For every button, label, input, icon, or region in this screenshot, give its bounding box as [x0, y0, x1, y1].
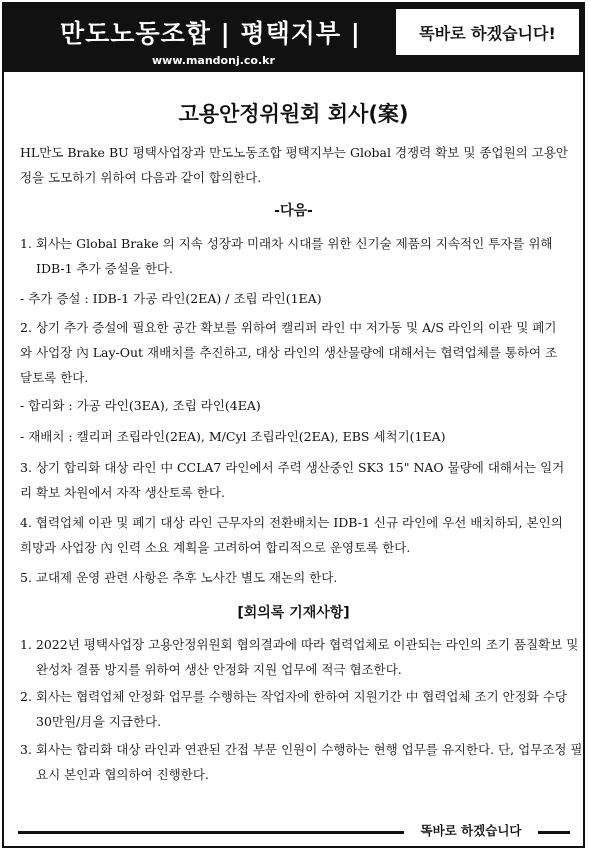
list-item: 1. 회사는 Global Brake 의 지속 성장과 미래차 시대를 위한 신기술 제품의 지속적인 투자를 위해 IDB-1 추가 증설을 한다. — [20, 236, 553, 276]
website-url[interactable]: www.mandonj.co.kr — [152, 54, 275, 67]
footer-rule-right — [538, 831, 570, 834]
list-item: 2. 상기 추가 증설에 필요한 공간 확보를 위하여 캘리퍼 라인 中 저가동 및 A/S 라인의 이관 및 폐기와 사업장 內 Lay-Out 재배치를 추진하고, 대상 라인의 생산물량에 대해서는 협력업체를 통하여 조달토록 한다. — [20, 320, 558, 385]
intro-paragraph: HL만도 Brake BU 평택사업장과 만도노동조합 평택지부는 Global 경쟁력 확보 및 종업원의 고용안정을 도모하기 위하여 다음과 같이 합의한다. — [20, 145, 568, 185]
union-title: 만도노동조합 | 평택지부 | — [60, 19, 361, 48]
minutes-item: 3. 회사는 합리화 대상 라인과 연관된 간접 부문 인원이 수행하는 현행 업무를 유지한다. 단, 업무조정 필요시 본인과 협의하여 진행한다. — [20, 742, 583, 782]
list-item: 4. 협력업체 이관 및 폐기 대상 라인 근무자의 전환배치는 IDB-1 신규 라인에 우선 배치하되, 본인의 희망과 사업장 內 인력 소요 계획을 고려하여 합리적으로 운영토록 한다. — [20, 515, 563, 555]
list-item: 5. 교대제 운영 관련 사항은 추후 노사간 별도 재논의 한다. — [20, 570, 338, 585]
list-item: - 합리화 : 가공 라인(3EA), 조립 라인(4EA) — [20, 398, 261, 413]
header-slogan: 똑바로 하겠습니다! — [396, 9, 579, 55]
section-heading: -다음- — [274, 203, 313, 219]
list-item: - 재배치 : 캘리퍼 조립라인(2EA), M/Cyl 조립라인(2EA), EBS 세척기(1EA) — [20, 429, 446, 444]
footer-slogan: 똑바로 하겠습니다 — [420, 823, 522, 838]
header-banner — [4, 4, 583, 72]
list-item: 3. 상기 합리화 대상 라인 中 CCLA7 라인에서 주력 생산중인 SK3 15" NAO 물량에 대해서는 일거리 확보 차원에서 자작 생산토록 한다. — [20, 460, 565, 500]
footer-rule-left — [18, 831, 404, 834]
list-item: - 추가 증설 : IDB-1 가공 라인(2EA) / 조립 라인(1EA) — [20, 291, 322, 306]
minutes-item: 1. 2022년 평택사업장 고용안정위원회 협의결과에 따라 협력업체로 이관되는 라인의 조기 품질확보 및 완성차 결품 방지를 위하여 생산 안정화 지원 업무에 적극 협조한다. — [20, 637, 579, 677]
minutes-heading: [회의록 기재사항] — [237, 605, 350, 621]
minutes-item: 2. 회사는 협력업체 안정화 업무를 수행하는 작업자에 한하여 지원기간 中 협력업체 조기 안정화 수당 30만원/月을 지급한다. — [20, 689, 568, 729]
document-title: 고용안정위원회 회사(案) — [178, 102, 409, 126]
document-frame — [2, 2, 585, 848]
